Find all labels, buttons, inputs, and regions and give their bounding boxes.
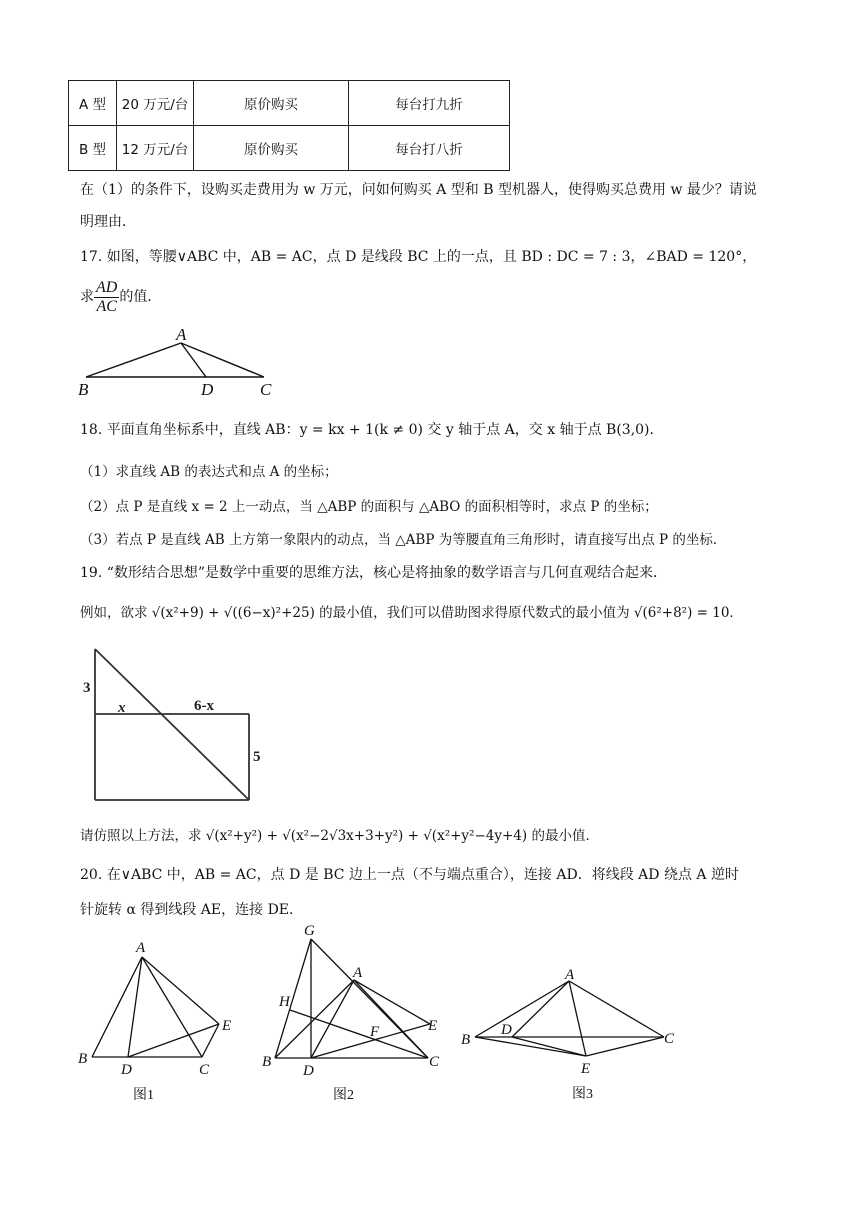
label-six-minus-x: 6-x [194,698,214,714]
label-a: A [353,965,363,981]
table-cell: 20 万元/台 [117,81,194,126]
label-c: C [199,1062,210,1078]
label-d: D [303,1063,314,1079]
label-d: D [121,1062,132,1078]
table-cell: B 型 [69,126,117,171]
label-five: 5 [253,749,260,765]
label-f: F [370,1024,380,1040]
p18-q3: （3）若点 P 是直线 AB 上方第一象限内的动点，当 △ABP 为等腰直角三角形时，请直接写出点 P 的坐标． [80,532,727,548]
label-a: A [176,326,187,344]
label-three: 3 [83,680,91,696]
table-row [69,81,510,126]
figure-rectangles [80,646,260,804]
figure-triangle-abc [78,326,288,400]
p20-line2: 针旋转 α 得到线段 AE，连接 DE． [80,902,304,918]
p20-line1: 20. 在∨ABC 中，AB = AC，点 D 是 BC 边上一点（不与端点重合），连接 AD．将线段 AD 绕点 A 逆时 [80,867,739,883]
p18-q2: （2）点 P 是直线 x = 2 上一动点，当 △ABP 的面积与 △ABO 的面积相等时，求点 P 的坐标； [80,499,658,515]
p18-line1: 18. 平面直角坐标系中，直线 AB：y = kx + 1(k ≠ 0) 交 y 轴于点 A，交 x 轴于点 B(3,0)． [80,422,664,438]
p17-line1: 17. 如图，等腰∨ABC 中，AB = AC，点 D 是线段 BC 上的一点，且 BD : DC = 7 : 3，∠BAD = 120°， [80,249,757,265]
p19-line1: 19. “数形结合思想”是数学中重要的思维方法，核心是将抽象的数学语言与几何直观结合起来． [80,565,668,581]
table-cell: 每台打九折 [349,81,510,126]
diagonal-line [95,649,249,800]
table-cell: A 型 [69,81,117,126]
figure-2-caption: 图2 [333,1088,354,1103]
fraction-numerator: AD [96,278,118,296]
p18-q1: （1）求直线 AB 的表达式和点 A 的坐标； [80,464,338,480]
p16-line1: 在（1）的条件下，设购买走费用为 w 万元，问如何购买 A 型和 B 型机器人，使得购买总费用 w 最少？请说 [80,182,757,198]
p17-pre: 求 [80,289,94,305]
p19-line3: 请仿照以上方法，求 √(x²+y²) + √(x²−2√3x+3+y²) + √(x²+y²−4y+4) 的最小值． [80,828,599,844]
label-d: D [501,1022,512,1038]
label-b: B [78,380,89,399]
figure-3 [458,962,688,1106]
p16-line2: 明理由． [80,214,136,230]
label-e: E [428,1018,438,1034]
label-e: E [222,1018,232,1034]
price-table [68,80,510,171]
label-c: C [664,1031,675,1047]
segment-ab [86,343,181,377]
label-b: B [78,1051,88,1067]
label-c: C [260,380,272,399]
table-cell: 12 万元/台 [117,126,194,171]
label-x: x [118,700,126,716]
label-b: B [262,1054,272,1070]
fraction-ad-ac [94,279,119,316]
table-row [69,126,510,171]
figure-3-caption: 图3 [572,1087,593,1102]
label-g: G [304,923,315,939]
table-cell: 原价购买 [194,126,349,171]
p17-question [80,277,161,317]
fraction-denominator: AC [96,297,117,315]
label-a: A [136,940,146,956]
figure-1-caption: 图1 [133,1088,154,1103]
label-c: C [429,1054,440,1070]
p17-post: 的值． [119,289,162,305]
label-h: H [279,994,290,1010]
table-cell: 原价购买 [194,81,349,126]
label-a: A [565,967,575,983]
table-cell: 每台打八折 [349,126,510,171]
figure-1 [78,935,248,1105]
label-e: E [581,1061,591,1077]
label-b: B [461,1032,471,1048]
p19-line2: 例如，欲求 √(x²+9) + √((6−x)²+25) 的最小值，我们可以借助图求得原代数式的最小值为 √(6²+8²) = 10． [80,605,743,621]
label-d: D [201,380,214,399]
figure-2 [258,922,448,1106]
